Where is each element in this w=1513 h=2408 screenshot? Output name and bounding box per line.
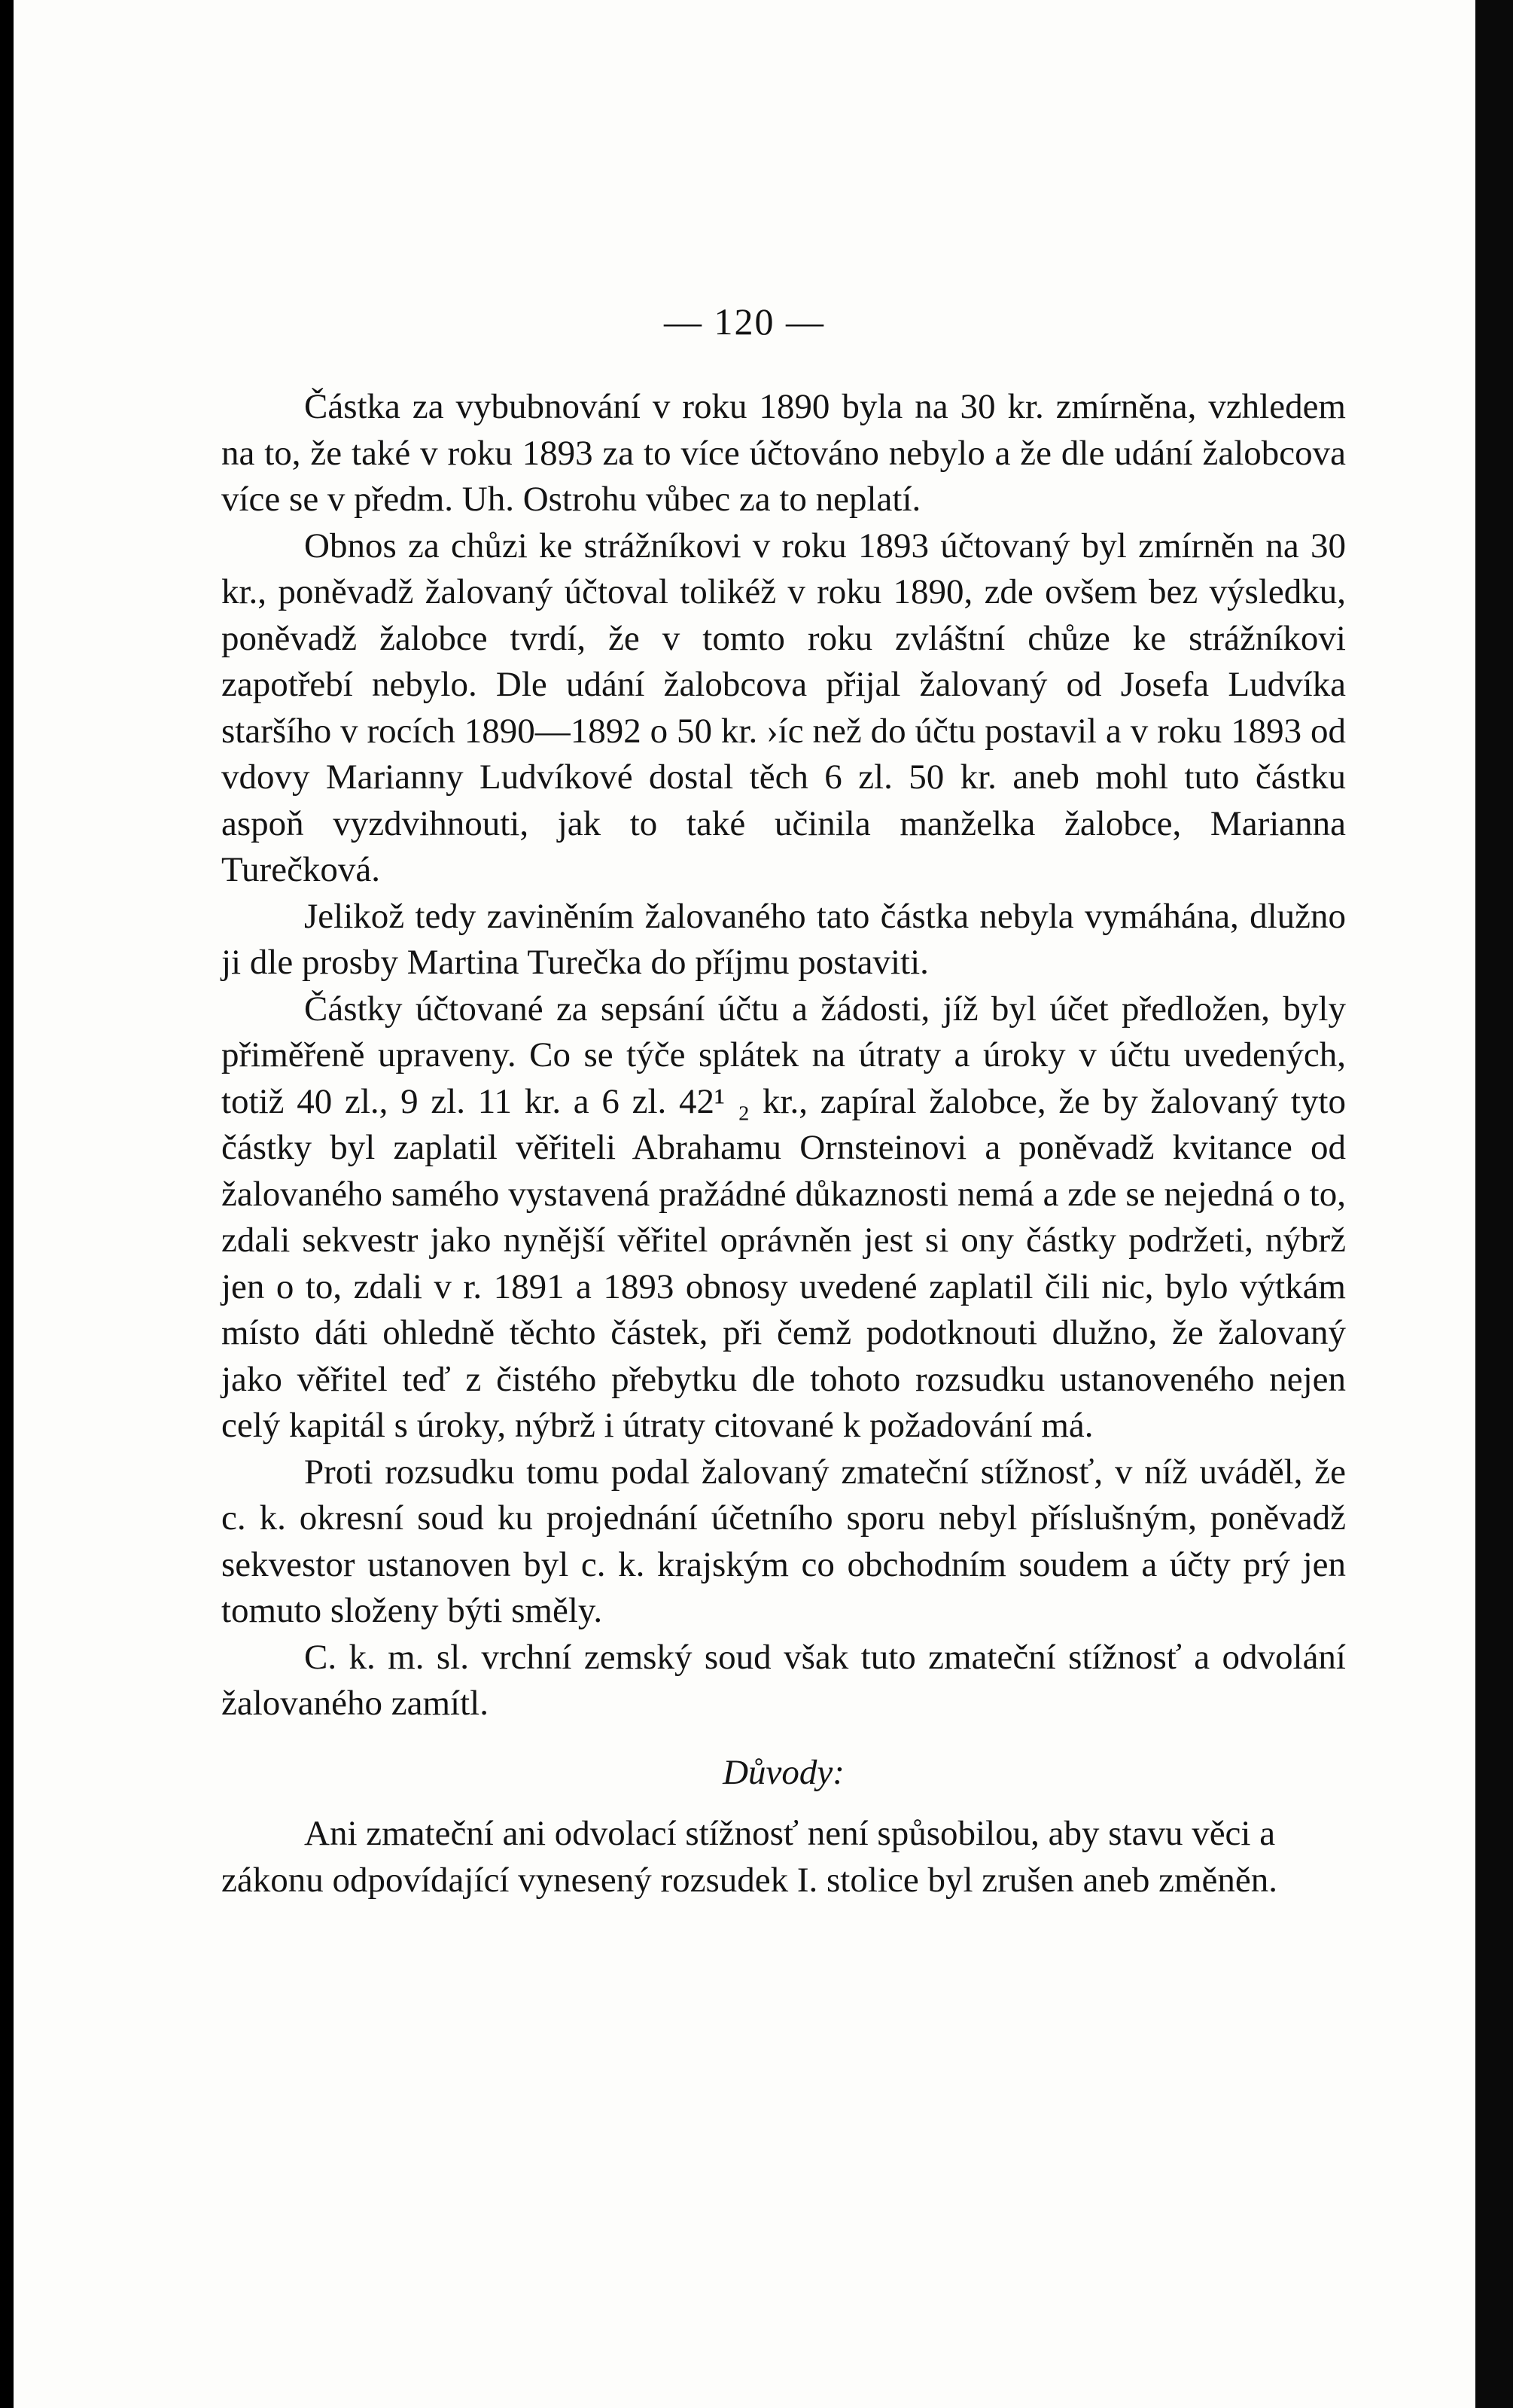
- scanned-page: [14, 0, 1475, 2408]
- paragraph-5: Proti rozsudku tomu podal žalovaný zmateční stížnosť, v níž uváděl, že c. k. okresní soud ku projednání účetního sporu nebyl příslušným, poněvadž sekvestor ustanoven byl c. k. krajským co obchodním soudem a účty prý jen tomuto složeny býti směly.: [221, 1452, 1346, 1630]
- section-heading: Důvody:: [723, 1752, 845, 1792]
- body-text: [221, 384, 1346, 1904]
- scan-edge: [1475, 0, 1513, 2408]
- paragraph-4: Částky účtované za sepsání účtu a žádosti, jíž byl účet předložen, byly přiměřeně upraveny. Co se týče splátek na útraty a úroky v účtu uvedených, totiž 40 zl., 9 zl. 11 kr. a 6 zl. 42¹ ₂ kr., zapíral žalobce, že by žalovaný tyto částky byl zaplatil věřiteli Abrahamu Ornsteinovi a poněvadž kvitance od žalovaného samého vystavená pražádné důkaznosti nemá a zde se nejedná o to, zdali sekvestr jako nynější věřitel oprávněn jest si ony částky podržeti, nýbrž jen o to, zdali v r. 1891 a 1893 obnosy uvedené zaplatil čili nic, bylo výtkám místo dáti ohledně těchto částek, při čemž podotknouti dlužno, že žalovaný jako věřitel teď z čistého přebytku dle tohoto rozsudku ustanoveného nejen celý kapitál s úroky, nýbrž i útraty citované k požadování má.: [221, 989, 1346, 1445]
- final-paragraph: Ani zmateční ani odvolací stížnosť není spůsobilou, aby stavu věci a zákonu odpovídající vynesený rozsudek I. stolice byl zrušen aneb změněn.: [221, 1814, 1278, 1900]
- paragraph-6: C. k. m. sl. vrchní zemský soud však tuto zmateční stížnosť a odvolání žalovaného zamítl.: [221, 1637, 1346, 1723]
- paragraph-1: Částka za vybubnování v roku 1890 byla na 30 kr. zmírněna, vzhledem na to, že také v roku 1893 za to více účtováno nebylo a že dle udání žalobcova více se v předm. Uh. Ostrohu vůbec za to neplatí.: [221, 387, 1346, 519]
- paragraph-3: Jelikož tedy zaviněním žalovaného tato částka nebyla vymáhána, dlužno ji dle prosby Martina Turečka do příjmu postaviti.: [221, 896, 1346, 982]
- paragraph-2: Obnos za chůzi ke strážníkovi v roku 1893 účtovaný byl zmírněn na 30 kr., poněvadž žalovaný účtoval tolikéž v roku 1890, zde ovšem bez výsledku, poněvadž žalobce tvrdí, že v tomto roku zvláštní chůze ke strážníkovi zapotřebí nebylo. Dle udání žalobcova přijal žalovaný od Josefa Ludvíka staršího v rocích 1890—1892 o 50 kr. ›íc než do účtu postavil a v roku 1893 od vdovy Marianny Ludvíkové dostal těch 6 zl. 50 kr. aneb mohl tuto částku aspoň vyzdvihnouti, jak to také učinila manželka žalobce, Marianna Turečková.: [221, 526, 1346, 889]
- page-number: — 120 —: [664, 300, 825, 343]
